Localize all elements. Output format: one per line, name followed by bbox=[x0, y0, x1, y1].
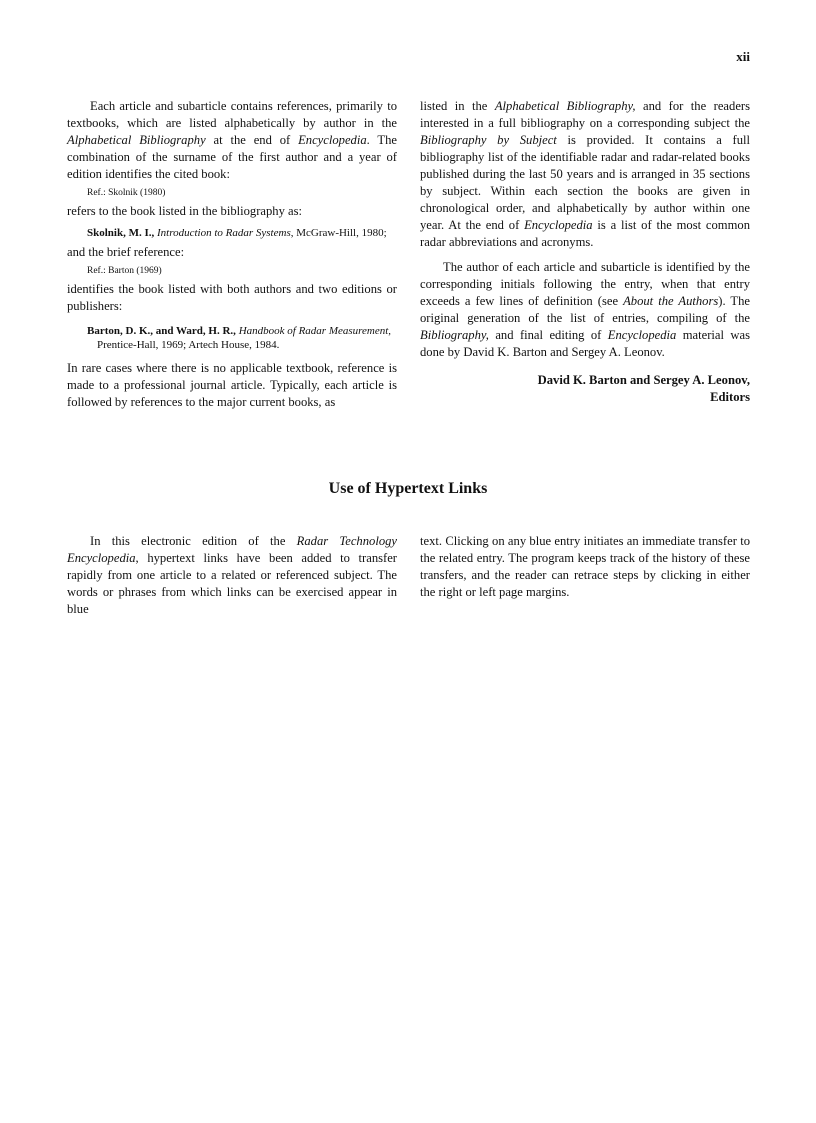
identifies-paragraph: identifies the book listed with both authors and two editions or publishers: bbox=[67, 282, 397, 313]
hypertext-paragraph-right: text. Clicking on any blue entry initiates an immediate transfer to the related entry. The program keeps track of the history of these transfers, and the reader can retrace steps by clicking in either the right or left page margins. bbox=[420, 534, 750, 599]
bibliography-paragraph: listed in the Alphabetical Bibliography, and for the readers interested in a full bibliography on a corresponding subject the Bibliography by Subject is provided. It contains a full bibliography list of the identifiable radar and radar-related books published during the last 50 years and is arranged in 35 sections by subject. Within each section the books are given in chronological order, and alphabetically by author within one year. At the end of Encyclopedia is a list of the most common radar abbreviations and acronyms. bbox=[420, 99, 751, 249]
hypertext-right-column bbox=[420, 533, 750, 601]
intro-right-column bbox=[420, 98, 750, 406]
bibliography-entry-barton: Barton, D. K., and Ward, H. R., Handbook of Radar Measurement, Prentice-Hall, 1969; Artech House, 1984. bbox=[87, 325, 392, 351]
brief-reference-paragraph: and the brief reference: bbox=[67, 245, 185, 259]
example-reference-barton: Ref.: Barton (1969) bbox=[87, 266, 162, 276]
editors-signature: David K. Barton and Sergey A. Leonov, Editors bbox=[537, 373, 750, 404]
references-paragraph: Each article and subarticle contains references, primarily to textbooks, which are listed alphabetically by author in the Alphabetical Bibliography at the end of Encyclopedia. The combination of the surname of the first author and a year of edition identifies the cited book: bbox=[67, 99, 397, 181]
refers-paragraph: refers to the book listed in the bibliography as: bbox=[67, 204, 303, 218]
hypertext-paragraph-left: In this electronic edition of the Radar Technology Encyclopedia, hypertext links have been added to transfer rapidly from one article to a related or referenced subject. The words or phrases from which links can be exercised appear in blue bbox=[67, 534, 398, 616]
page-number: xii bbox=[736, 49, 750, 64]
rare-cases-paragraph: In rare cases where there is no applicable textbook, reference is made to a professional journal article. Typically, each article is followed by references to the major current books, as bbox=[67, 361, 397, 409]
hypertext-left-column bbox=[67, 533, 397, 618]
intro-left-column bbox=[67, 98, 397, 411]
section-heading: Use of Hypertext Links bbox=[328, 480, 488, 497]
example-reference-skolnik: Ref.: Skolnik (1980) bbox=[87, 188, 166, 198]
authorship-paragraph: The author of each article and subarticle is identified by the corresponding initials following the entry, when that entry exceeds a few lines of definition (see About the Authors). The original generation of the list of entries, compiling of the Bibliography, and final editing of Encyclopedia material was done by David K. Barton and Sergey A. Leonov. bbox=[420, 260, 751, 359]
bibliography-entry-skolnik: Skolnik, M. I., Introduction to Radar Systems, McGraw-Hill, 1980; bbox=[87, 227, 387, 239]
